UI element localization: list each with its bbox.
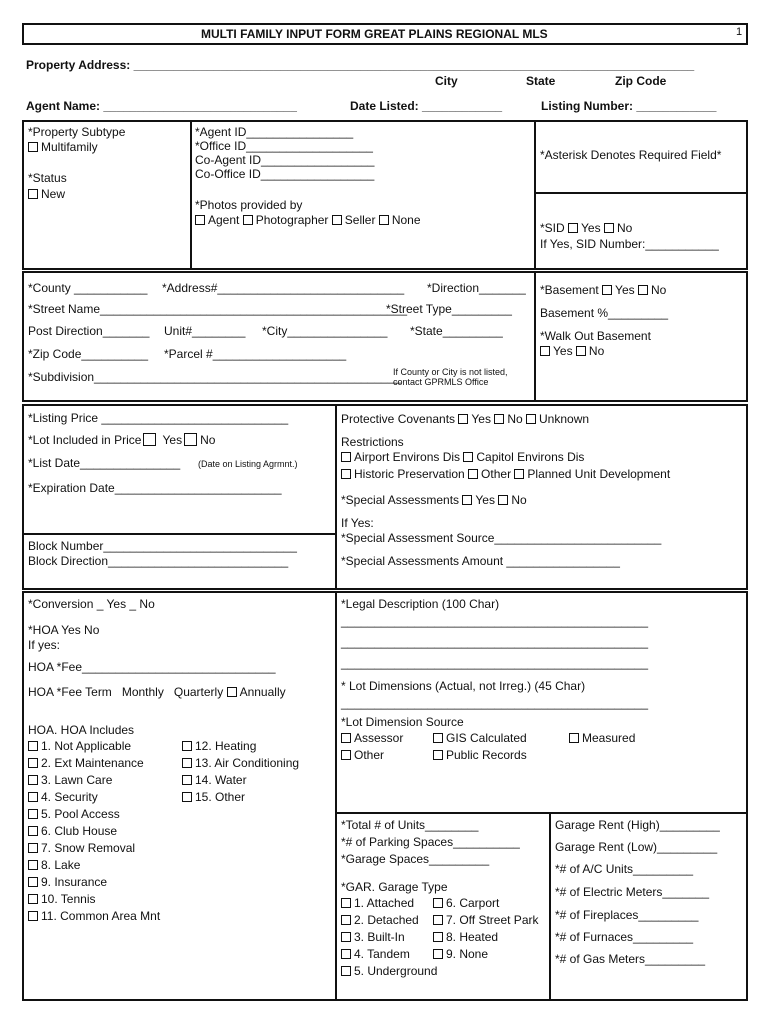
option-label: Assessor [354, 731, 404, 745]
co-office-id-field[interactable]: Co-Office ID_________________ [195, 167, 375, 181]
zip-caption: Zip Code [615, 74, 667, 88]
checkbox[interactable] [341, 452, 351, 462]
checkbox[interactable] [182, 792, 192, 802]
checkbox[interactable] [462, 495, 472, 505]
sa-amount-field[interactable]: *Special Assessments Amount _________________ [341, 554, 620, 568]
sid-label: *SID [540, 221, 565, 235]
state-caption: State [526, 74, 556, 88]
hoa-include-option[interactable] [28, 824, 117, 838]
hoa-include-option[interactable] [182, 756, 299, 770]
unit-field[interactable]: Unit#________ [164, 324, 246, 338]
garage-type-label: *GAR. Garage Type [341, 880, 448, 894]
photos-provided-label: *Photos provided by [195, 198, 303, 212]
property-subtype-label: *Property Subtype [28, 125, 126, 139]
block-number-field[interactable]: Block Number_____________________________ [28, 539, 297, 553]
hoa-fee-term-options [28, 685, 286, 699]
checkbox[interactable] [568, 223, 578, 233]
option-label: 2. Ext Maintenance [41, 756, 144, 770]
restriction-other-label: Other [481, 467, 512, 481]
hoa-include-option[interactable] [182, 773, 247, 787]
lot-included-options [28, 433, 215, 447]
option-label: 15. Other [195, 790, 246, 804]
pc-unknown-label: Unknown [539, 412, 590, 426]
checkbox[interactable] [341, 932, 351, 942]
capitol-label: Capitol Environs Dis [476, 450, 585, 464]
legal-description-line[interactable]: ______________________________________________ [341, 614, 648, 628]
garage-spaces-field[interactable]: *Garage Spaces_________ [341, 852, 490, 866]
page-number: 1 [736, 26, 743, 38]
checkbox[interactable] [463, 452, 473, 462]
option-label: 3. Built-In [354, 930, 405, 944]
garage-type-option[interactable] [341, 947, 410, 961]
pc-no-label: No [507, 412, 523, 426]
garage-type-option[interactable] [433, 930, 498, 944]
sid-yes-label: Yes [581, 221, 601, 235]
restrictions-row-2 [341, 467, 670, 481]
planned-unit-label: Planned Unit Development [527, 467, 671, 481]
checkbox[interactable] [28, 860, 38, 870]
garage-rent-high-field[interactable]: Garage Rent (High)_________ [555, 818, 720, 832]
hoa-include-option[interactable] [28, 790, 98, 804]
list-date-field[interactable]: *List Date_______________ [28, 456, 181, 470]
electric-meters-field[interactable]: *# of Electric Meters_______ [555, 885, 710, 899]
fireplaces-field[interactable]: *# of Fireplaces_________ [555, 908, 699, 922]
agent-name-field[interactable]: Agent Name: _____________________________ [26, 99, 297, 113]
checkbox[interactable] [638, 285, 648, 295]
option-label: 9. Insurance [41, 875, 108, 889]
source-other[interactable] [341, 748, 384, 762]
divider [335, 812, 748, 814]
checkbox[interactable] [341, 750, 351, 760]
quarterly-label: Quarterly [173, 685, 224, 699]
option-label: Other [354, 748, 385, 762]
legal-description-line[interactable]: ______________________________________________ [341, 656, 648, 670]
special-assessments-options [341, 493, 527, 507]
option-label: Measured [582, 731, 636, 745]
checkbox[interactable] [458, 414, 468, 424]
divider [534, 120, 536, 270]
hoa-include-option[interactable] [28, 875, 107, 889]
checkbox[interactable] [433, 932, 443, 942]
option-label: 4. Security [41, 790, 98, 804]
parcel-field[interactable]: *Parcel #____________________ [164, 347, 347, 361]
basement-percent-field[interactable]: Basement %_________ [540, 306, 669, 320]
listing-number-field[interactable]: Listing Number: ____________ [541, 99, 717, 113]
lot-dimensions-label: * Lot Dimensions (Actual, not Irreg.) (45 Char) [341, 679, 586, 693]
lot-dimensions-line[interactable]: ______________________________________________ [341, 696, 648, 710]
option-label: 3. Lawn Care [41, 773, 113, 787]
sid-number-field[interactable]: If Yes, SID Number:___________ [540, 237, 719, 251]
conversion-field[interactable]: *Conversion _ Yes _ No [28, 597, 155, 611]
option-label: 7. Snow Removal [41, 841, 136, 855]
checkbox[interactable] [569, 733, 579, 743]
checkbox[interactable] [28, 775, 38, 785]
option-label: Public Records [446, 748, 527, 762]
checkbox[interactable] [576, 346, 586, 356]
hoa-include-option[interactable] [28, 756, 144, 770]
checkbox[interactable] [28, 741, 38, 751]
sid-no-label: No [616, 221, 633, 235]
city-caption: City [435, 74, 458, 88]
gas-meters-field[interactable]: *# of Gas Meters_________ [555, 952, 706, 966]
source-public-records[interactable] [433, 748, 527, 762]
divider [22, 533, 336, 535]
garage-type-option[interactable] [341, 964, 437, 978]
city-field[interactable]: *City_______________ [262, 324, 388, 338]
basement-options [540, 283, 666, 297]
asterisk-note: *Asterisk Denotes Required Field* [540, 148, 722, 162]
furnaces-field[interactable]: *# of Furnaces_________ [555, 930, 694, 944]
status-label: *Status [28, 171, 67, 185]
option-label: 6. Club House [41, 824, 118, 838]
hoa-if-yes-label: If yes: [28, 638, 61, 652]
checkbox[interactable] [341, 915, 351, 925]
divider [534, 271, 536, 402]
new-label: New [41, 187, 66, 201]
protective-covenants-options [341, 412, 589, 426]
walk-out-options [540, 344, 604, 358]
garage-type-option[interactable] [341, 930, 405, 944]
office-id-field[interactable]: *Office ID___________________ [195, 139, 373, 153]
zip-code-field[interactable]: *Zip Code__________ [28, 347, 149, 361]
hoa-include-option[interactable] [28, 807, 120, 821]
option-label: 5. Pool Access [41, 807, 120, 821]
checkbox[interactable] [28, 877, 38, 887]
listing-price-field[interactable]: *Listing Price ____________________________ [28, 411, 289, 425]
option-label: 11. Common Area Mnt [41, 909, 161, 923]
checkbox[interactable] [514, 469, 524, 479]
sa-no-label: No [511, 493, 527, 507]
hoa-include-option[interactable] [28, 773, 112, 787]
source-assessor[interactable] [341, 731, 403, 745]
garage-type-option[interactable] [433, 947, 488, 961]
garage-rent-low-field[interactable]: Garage Rent (Low)_________ [555, 840, 718, 854]
post-direction-field[interactable]: Post Direction_______ [28, 324, 150, 338]
checkbox[interactable] [540, 346, 550, 356]
photo-seller-label: Seller [344, 213, 376, 227]
checkbox[interactable] [143, 433, 156, 446]
expiration-date-field[interactable]: *Expiration Date_________________________ [28, 481, 282, 495]
divider [534, 192, 748, 194]
option-label: 7. Off Street Park [446, 913, 539, 927]
street-type-field[interactable]: *Street Type_________ [386, 302, 512, 316]
checkbox[interactable] [341, 733, 351, 743]
checkbox[interactable] [341, 898, 351, 908]
historic-label: Historic Preservation [354, 467, 465, 481]
hoa-include-option[interactable] [182, 790, 245, 804]
option-label: 10. Tennis [41, 892, 96, 906]
checkbox[interactable] [468, 469, 478, 479]
hoa-include-option[interactable] [182, 739, 256, 753]
checkbox[interactable] [28, 826, 38, 836]
checkbox[interactable] [227, 687, 237, 697]
lot-dimension-source-label: *Lot Dimension Source [341, 715, 464, 729]
checkbox[interactable] [498, 495, 508, 505]
checkbox[interactable] [341, 949, 351, 959]
source-measured[interactable] [569, 731, 635, 745]
option-label: 8. Heated [446, 930, 499, 944]
hoa-fee-field[interactable]: HOA *Fee_____________________________ [28, 660, 276, 674]
annually-label: Annually [239, 685, 286, 699]
photos-options [195, 213, 421, 227]
checkbox[interactable] [182, 775, 192, 785]
source-gis[interactable] [433, 731, 527, 745]
checkbox[interactable] [28, 142, 38, 152]
direction-field[interactable]: *Direction_______ [427, 281, 526, 295]
option-label: 8. Lake [41, 858, 81, 872]
option-label: 14. Water [195, 773, 247, 787]
divider [335, 404, 337, 590]
multifamily-option[interactable] [28, 140, 98, 154]
parking-spaces-field[interactable]: *# of Parking Spaces__________ [341, 835, 520, 849]
option-label: 1. Not Applicable [41, 739, 132, 753]
option-label: 9. None [446, 947, 489, 961]
divider [335, 591, 337, 1001]
checkbox[interactable] [332, 215, 342, 225]
agent-id-field[interactable]: *Agent ID________________ [195, 125, 354, 139]
checkbox[interactable] [433, 949, 443, 959]
garage-type-option[interactable] [341, 896, 414, 910]
lot-no-label: No [200, 433, 216, 447]
basement-no-label: No [650, 283, 667, 297]
checkbox[interactable] [433, 733, 443, 743]
walk-out-label: *Walk Out Basement [540, 329, 651, 343]
photo-agent-label: Agent [208, 213, 240, 227]
checkbox[interactable] [182, 741, 192, 751]
basement-yes-label: Yes [615, 283, 635, 297]
basement-label: *Basement [540, 283, 599, 297]
option-label: 13. Air Conditioning [195, 756, 300, 770]
street-name-field[interactable]: *Street Name______________________________________________ [28, 302, 408, 316]
multifamily-label: Multifamily [41, 140, 98, 154]
option-label: 2. Detached [354, 913, 419, 927]
protective-covenants-label: Protective Covenants [341, 412, 456, 426]
address-number-field[interactable]: *Address#____________________________ [162, 281, 405, 295]
if-yes-label: If Yes: [341, 516, 374, 530]
county-field[interactable]: *County ___________ [28, 281, 148, 295]
checkbox[interactable] [28, 911, 38, 921]
garage-type-option[interactable] [433, 896, 499, 910]
date-listed-field[interactable]: Date Listed: ____________ [350, 99, 503, 113]
checkbox[interactable] [28, 758, 38, 768]
garage-type-option[interactable] [433, 913, 538, 927]
checkbox[interactable] [182, 758, 192, 768]
special-assessments-label: *Special Assessments [341, 493, 460, 507]
checkbox[interactable] [341, 966, 351, 976]
walk-out-yes-label: Yes [553, 344, 573, 358]
checkbox[interactable] [184, 433, 197, 446]
divider [190, 120, 192, 270]
checkbox[interactable] [341, 469, 351, 479]
option-label: 12. Heating [195, 739, 257, 753]
hoa-include-option[interactable] [28, 739, 131, 753]
option-label: GIS Calculated [446, 731, 527, 745]
checkbox[interactable] [243, 215, 253, 225]
checkbox[interactable] [195, 215, 205, 225]
lot-yes-label: Yes [162, 433, 183, 447]
checkbox[interactable] [28, 792, 38, 802]
property-address-field[interactable]: Property Address: ____________________________________________________________________________________ [26, 58, 695, 72]
form-title: MULTI FAMILY INPUT FORM GREAT PLAINS REGIONAL MLS [201, 27, 548, 41]
option-label: 5. Underground [354, 964, 438, 978]
checkbox[interactable] [28, 809, 38, 819]
ac-units-field[interactable]: *# of A/C Units_________ [555, 862, 694, 876]
option-label: 6. Carport [446, 896, 500, 910]
checkbox[interactable] [28, 894, 38, 904]
sa-yes-label: Yes [475, 493, 495, 507]
checkbox[interactable] [28, 843, 38, 853]
legal-description-label: *Legal Description (100 Char) [341, 597, 500, 611]
county-note: If County or City is not listed, contact GPRMLS Office [393, 367, 508, 387]
total-units-field[interactable]: *Total # of Units________ [341, 818, 479, 832]
state-field[interactable]: *State_________ [410, 324, 503, 338]
list-date-note: (Date on Listing Agrmnt.) [198, 459, 298, 469]
photo-photographer-label: Photographer [255, 213, 329, 227]
new-option[interactable] [28, 187, 65, 201]
checkbox[interactable] [433, 898, 443, 908]
option-label: 1. Attached [354, 896, 415, 910]
checkbox[interactable] [433, 750, 443, 760]
garage-type-option[interactable] [341, 913, 419, 927]
pc-yes-label: Yes [471, 412, 491, 426]
hoa-include-option[interactable] [28, 909, 160, 923]
airport-label: Airport Environs Dis [354, 450, 461, 464]
hoa-includes-label: HOA. HOA Includes [28, 723, 135, 737]
legal-description-line[interactable]: ______________________________________________ [341, 635, 648, 649]
divider [549, 812, 551, 1001]
option-label: 4. Tandem [354, 947, 410, 961]
checkbox[interactable] [602, 285, 612, 295]
hoa-include-option[interactable] [28, 858, 80, 872]
subdivision-field[interactable]: *Subdivision______________________________________________ [28, 370, 402, 384]
photo-none-label: None [391, 213, 421, 227]
checkbox[interactable] [379, 215, 389, 225]
sid-options [540, 221, 632, 235]
restrictions-label: Restrictions [341, 435, 404, 449]
sa-source-field[interactable]: *Special Assessment Source_________________________ [341, 531, 662, 545]
checkbox[interactable] [604, 223, 614, 233]
checkbox[interactable] [526, 414, 536, 424]
co-agent-id-field[interactable]: Co-Agent ID_________________ [195, 153, 375, 167]
monthly-label: Monthly [121, 685, 164, 699]
walk-out-no-label: No [588, 344, 605, 358]
checkbox[interactable] [494, 414, 504, 424]
checkbox[interactable] [28, 189, 38, 199]
checkbox[interactable] [433, 915, 443, 925]
hoa-field[interactable]: *HOA Yes No [28, 623, 100, 637]
restrictions-row-1 [341, 450, 584, 464]
lot-included-label: *Lot Included in Price [28, 433, 142, 447]
block-direction-field[interactable]: Block Direction___________________________ [28, 554, 289, 568]
hoa-include-option[interactable] [28, 841, 135, 855]
hoa-include-option[interactable] [28, 892, 96, 906]
hoa-fee-term-label: HOA *Fee Term [28, 685, 112, 699]
